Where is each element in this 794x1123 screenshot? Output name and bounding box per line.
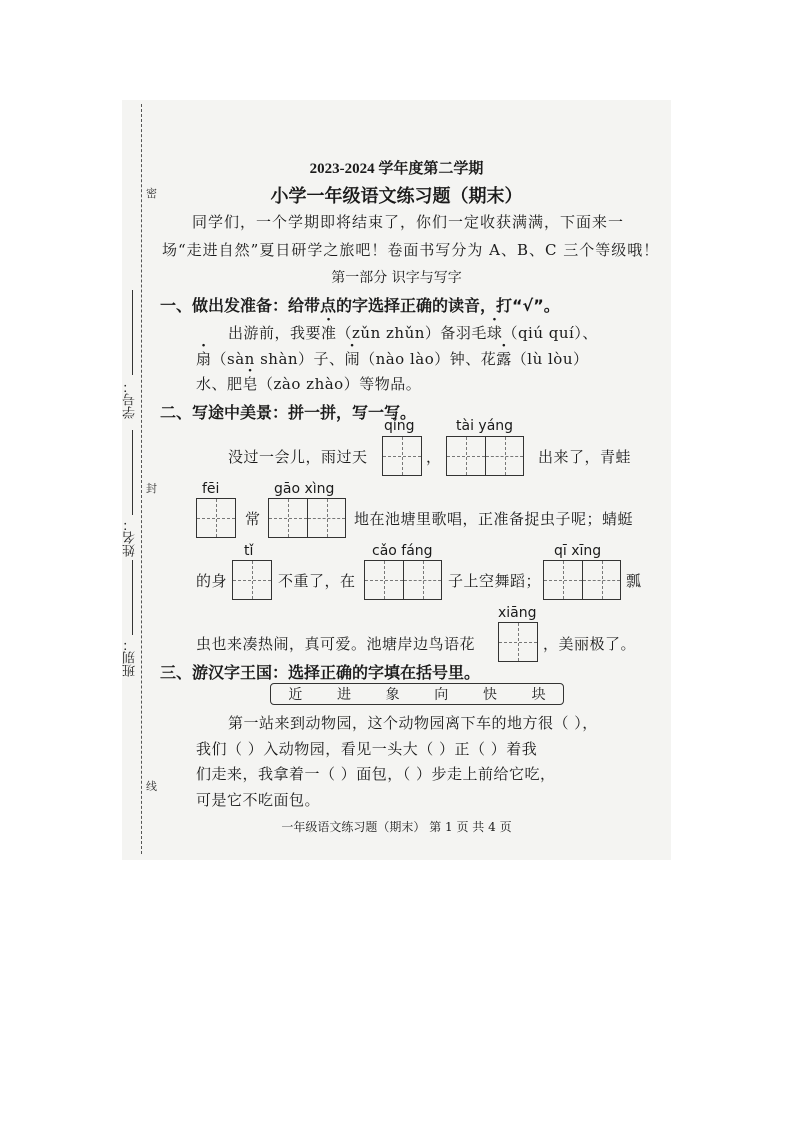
exam-title: 小学一年级语文练习题（期末） — [270, 186, 523, 207]
pinyin-qixing: qī xīng — [554, 543, 602, 559]
writing-grid-ti[interactable] — [232, 560, 272, 600]
class-line — [132, 560, 133, 635]
pinyin-gaoxing: gāo xìng — [274, 481, 335, 497]
dotted-char: 皂 — [242, 375, 259, 393]
q1-pinyin-choice[interactable]: （zào zhào）等物品。 — [258, 375, 422, 393]
q1-pinyin-choice[interactable]: （zǔn zhǔn）备羽毛 — [336, 324, 487, 342]
word-choice-box — [270, 683, 564, 705]
seal-char-mi: 密 — [146, 187, 157, 200]
q2-row-2-text-a: 常 — [245, 510, 261, 528]
intro-line-2: 场“走进自然”夏日研学之旅吧！卷面书写分为 A、B、C 三个等级哦！ — [162, 241, 660, 259]
word-choice: 块 — [531, 687, 546, 703]
q2-row-3-text-a: 的身 — [196, 572, 228, 590]
q1-line-3 — [196, 373, 421, 394]
q2-row-3-text-c: 子上空舞蹈； — [448, 572, 542, 590]
dotted-char: 球 — [486, 324, 503, 342]
question-2-heading: 二、写途中美景：拼一拼，写一写。 — [160, 403, 417, 422]
seal-char-feng: 封 — [146, 482, 157, 495]
q3-line-2[interactable]: 我们（ ）入动物园，看见一头大（ ）正（ ）着我 — [196, 740, 538, 758]
intro-paragraph — [162, 208, 662, 264]
q2-row-4-text-b: ，美丽极了。 — [543, 635, 637, 653]
word-choice: 近 — [288, 687, 303, 703]
dotted-char: 露 — [496, 350, 512, 368]
question-3-heading: 三、游汉字王国：选择正确的字填在括号里。 — [160, 663, 481, 682]
q2-row-1-text-c: 出来了，青蛙 — [538, 448, 632, 466]
pinyin-xiang: xiāng — [498, 605, 537, 621]
q1-text: 水、肥 — [196, 375, 243, 393]
q1-line-1 — [228, 322, 598, 343]
word-choice: 向 — [434, 687, 449, 703]
class-label: 班别： — [123, 638, 138, 677]
q1-text: 出游前，我要 — [228, 324, 322, 342]
dotted-char: 扇 — [196, 350, 212, 368]
writing-grid-xiang[interactable] — [498, 622, 538, 662]
student-number-label: 学号： — [123, 380, 138, 419]
seal-char-xian: 线 — [146, 780, 157, 793]
q1-pinyin-choice[interactable]: （qiú quí）、 — [502, 324, 598, 342]
page-footer: 一年级语文练习题（期末） 第 1 页 共 4 页 — [281, 820, 512, 834]
q3-line-1[interactable]: 第一站来到动物园，这个动物园离下车的地方很（ ）， — [228, 714, 598, 732]
q1-line-2 — [196, 348, 589, 369]
q3-line-4: 可是它不吃面包。 — [196, 791, 321, 809]
writing-grid-caofang[interactable] — [364, 560, 442, 600]
q1-pinyin-choice[interactable]: （sàn shàn）子、 — [211, 350, 345, 368]
dotted-char: 准 — [321, 324, 337, 342]
writing-grid-qixing[interactable] — [543, 560, 621, 600]
q2-row-3-text-d: 瓢 — [626, 572, 642, 590]
writing-grid-gaoxing[interactable] — [268, 498, 346, 538]
pinyin-ti: tǐ — [244, 543, 254, 559]
name-line — [132, 430, 133, 515]
pinyin-caofang: cǎo fáng — [372, 543, 433, 559]
q3-line-3[interactable]: 们走来，我拿着一（ ）面包，（ ）步走上前给它吃， — [196, 765, 556, 783]
pinyin-taiyang: tài yáng — [456, 418, 514, 434]
q2-row-1-comma: ， — [426, 448, 442, 466]
pinyin-fei: fēi — [202, 481, 220, 497]
dotted-char: 闹 — [344, 350, 361, 368]
q2-row-1-text-a: 没过一会儿，雨过天 — [228, 448, 368, 466]
writing-grid-fei[interactable] — [196, 498, 236, 538]
word-choice: 进 — [336, 687, 351, 703]
q2-row-3-text-b: 不重了，在 — [278, 572, 356, 590]
q1-pinyin-choice[interactable]: （nào lào）钟、花 — [360, 350, 497, 368]
q2-row-2-text-b: 地在池塘里歌唱，正准备捉虫子呢；蜻蜓 — [354, 510, 634, 528]
writing-grid-taiyang[interactable] — [446, 436, 524, 476]
binding-dashed-line — [141, 104, 142, 854]
writing-grid-qing[interactable] — [382, 436, 422, 476]
q1-pinyin-choice[interactable]: （lù lòu） — [511, 350, 589, 368]
school-year-title: 2023-2024 学年度第二学期 — [309, 161, 484, 177]
question-1-heading: 一、做出发准备：给带点的字选择正确的读音，打“√”。 — [160, 296, 560, 315]
name-label: 姓名： — [123, 518, 138, 557]
q2-row-4-text-a: 虫也来凑热闹，真可爱。池塘岸边鸟语花 — [196, 635, 476, 653]
student-number-line — [132, 290, 133, 375]
pinyin-qing: qíng — [384, 418, 415, 434]
word-choice: 快 — [482, 687, 497, 703]
word-choice: 象 — [385, 687, 400, 703]
part-one-title: 第一部分 识字与写字 — [331, 270, 462, 286]
intro-line-1: 同学们，一个学期即将结束了，你们一定收获满满，下面来一 — [192, 213, 625, 231]
